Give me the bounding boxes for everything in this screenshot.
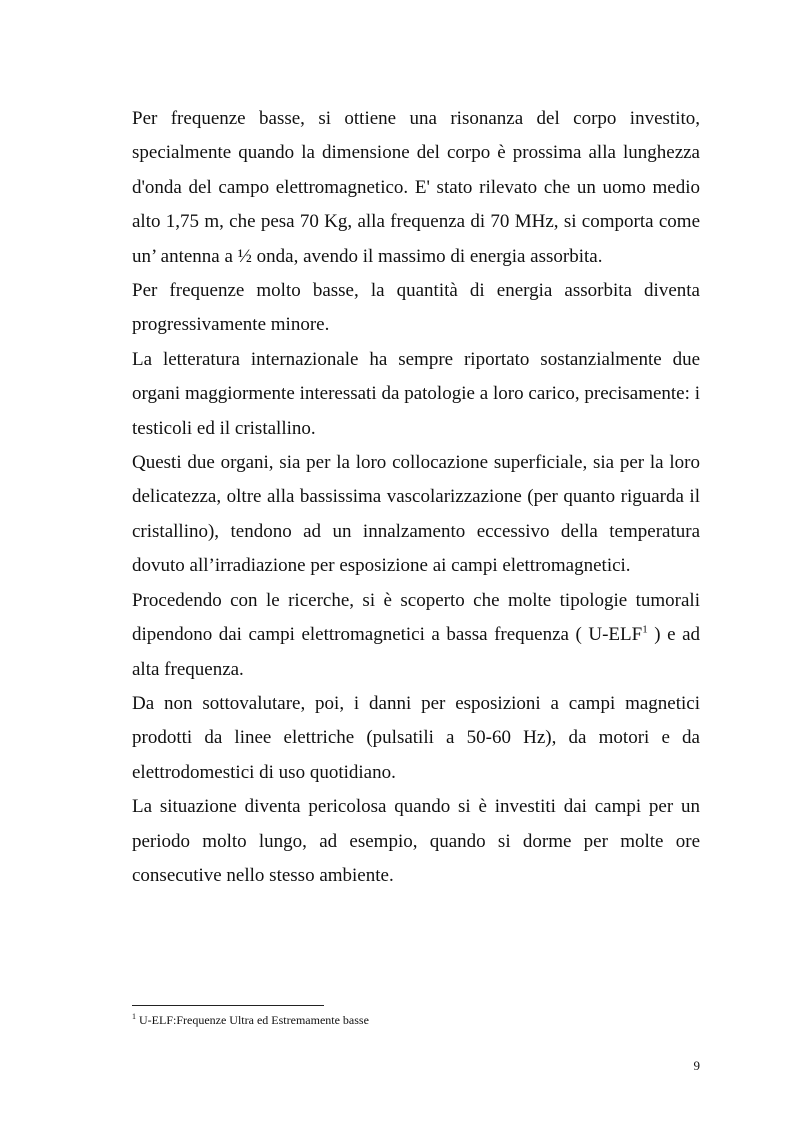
footnote-separator — [132, 1005, 324, 1006]
paragraph-long-exposure: La situazione diventa pericolosa quando si è investiti dai campi per un periodo molto lungo, ad esempio, quando si dorme per molte ore consecutive nello stesso ambiente. — [132, 796, 700, 886]
paragraph-power-lines: Da non sottovalutare, poi, i danni per esposizioni a campi magnetici prodotti da linee elettriche (pulsatili a 50-60 Hz), da motori e da elettrodomestici di uso quotidiano. — [132, 692, 700, 783]
paragraph-very-low-frequencies: Per frequenze molto basse, la quantità di energia assorbita diventa progressivamente minore. — [132, 280, 700, 336]
paragraph-resonance: Per frequenze basse, si ottiene una risonanza del corpo investito, specialmente quando la dimensione del corpo è prossima alla lunghezza d'onda del campo elettromagnetico. E' stato rilevato che un uomo medio alto 1,75 m, che pesa 70 Kg, alla frequenza di 70 MHz, si comporta come un’ antenna a ½ onda, avendo il massimo di energia assorbita. — [132, 108, 700, 267]
body-text — [132, 102, 700, 893]
footnote-marker: 1 — [132, 1012, 136, 1021]
paragraph-tumors-text-before: Procedendo con le ricerche, si è scoperto che molte tipologie tumorali dipendono dai campi elettromagnetici a bassa frequenza ( U-ELF — [132, 589, 700, 646]
paragraph-tumors-text-after: ) e ad alta frequenza. — [132, 624, 700, 680]
page-number: 9 — [693, 1058, 700, 1073]
footnote-reference[interactable]: 1 — [642, 623, 648, 636]
paragraph-organs-temperature: Questi due organi, sia per la loro collocazione superficiale, sia per la loro delicatezza, oltre alla bassissima vascolarizzazione (per quanto riguarda il cristallino), tendono ad un innalzamento eccessivo della temperatura dovuto all’irradiazione per esposizione ai campi elettromagnetici. — [132, 452, 700, 577]
footnote — [132, 1012, 700, 1028]
footnote-text: U-ELF:Frequenze Ultra ed Estremamente basse — [136, 1013, 369, 1027]
paragraph-tumors — [132, 584, 700, 687]
paragraph-organs-literature: La letteratura internazionale ha sempre riportato sostanzialmente due organi maggiormente interessati da patologie a loro carico, precisamente: i testicoli ed il cristallino. — [132, 348, 700, 439]
